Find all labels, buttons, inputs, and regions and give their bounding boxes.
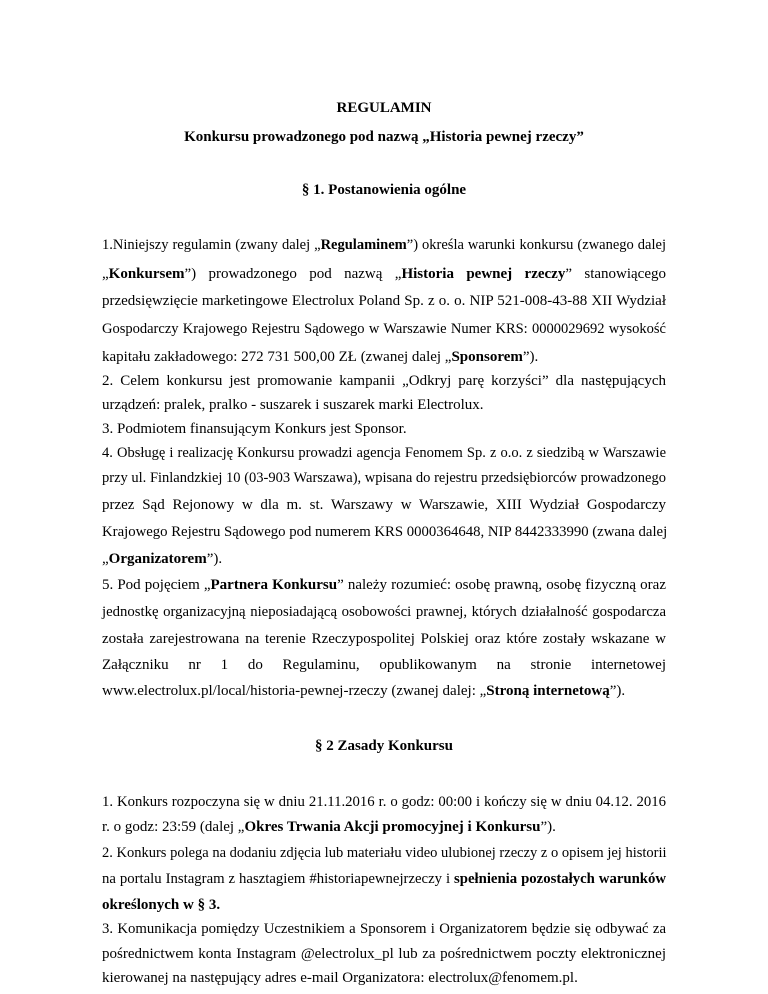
- paragraph-line: 1.Niniejszy regulamin (zwany dalej „Regulaminem”) określa warunki konkursu (zwanego dalej: [102, 237, 666, 253]
- paragraph-line: „Konkursem”) prowadzonego pod nazwą „Historia pewnej rzeczy” stanowiącego: [102, 266, 667, 282]
- paragraph-line: kapitału zakładowego: 272 731 500,00 ZŁ (zwanej dalej „Sponsorem”).: [102, 349, 539, 365]
- paragraph-line: Krajowego Rejestru Sądowego pod numerem KRS 0000364648, NIP 8442333990 (zwana dalej: [102, 524, 668, 540]
- paragraph-line: została zarejestrowana na terenie Rzeczypospolitej Polskiej oraz które zostały wskazane w: [102, 631, 666, 647]
- paragraph-line: Gospodarczy Krajowego Rejestru Sądowego w Warszawie Numer KRS: 0000029692 wysokość: [102, 321, 666, 337]
- defined-term: Stroną internetową: [486, 683, 610, 699]
- bold-phrase: spełnienia pozostałych warunków: [454, 871, 667, 887]
- defined-term: Organizatorem: [108, 551, 207, 567]
- paragraph-line: 1. Konkurs rozpoczyna się w dniu 21.11.2016 r. o godz: 00:00 i kończy się w dniu 04.12. 2016: [102, 794, 666, 810]
- paragraph-line: przez Sąd Rejonowy w dla m. st. Warszawy w Warszawie, XIII Wydział Gospodarczy: [102, 497, 666, 513]
- paragraph-line: [102, 896, 666, 914]
- defined-term: Regulaminem: [320, 237, 407, 253]
- section-2-heading: § 2 Zasady Konkursu: [315, 738, 453, 754]
- paragraph-line: 2. Celem konkursu jest promowanie kampanii „Odkryj parę korzyści” dla następujących: [102, 373, 666, 389]
- paragraph-line: 3. Podmiotem finansującym Konkurs jest Sponsor.: [102, 421, 407, 437]
- paragraph-line: „Organizatorem”).: [102, 551, 223, 567]
- paragraph-line: kierowanej na następujący adres e-mail Organizatora: electrolux@fenomem.pl.: [102, 970, 578, 986]
- section-1-heading: § 1. Postanowienia ogólne: [301, 182, 467, 198]
- paragraph-line: jednostkę organizacyjną nieposiadającą osobowości prawnej, których działalność gospodarcza: [102, 604, 666, 620]
- paragraph-line: 3. Komunikacja pomiędzy Uczestnikiem a Sponsorem i Organizatorem będzie się odbywać za: [102, 921, 666, 937]
- defined-term: Okres Trwania Akcji promocyjnej i Konkursu: [244, 819, 541, 835]
- bold-phrase: określonych w § 3.: [102, 897, 221, 913]
- paragraph-line: www.electrolux.pl/local/historia-pewnej-rzeczy (zwanej dalej: „Stroną internetową”).: [102, 683, 626, 699]
- paragraph-line: przedsięwzięcie marketingowe Electrolux Poland Sp. z o. o. NIP 521-008-43-88 XII Wydział: [102, 293, 666, 309]
- paragraph-line: Załączniku nr 1 do Regulaminu, opublikowanym na stronie internetowej: [102, 657, 666, 673]
- defined-term: Historia pewnej rzeczy: [401, 266, 566, 282]
- paragraph-line: 2. Konkurs polega na dodaniu zdjęcia lub materiału video ulubionej rzeczy z o opisem jej historii: [102, 845, 667, 861]
- paragraph-line: pośrednictwem konta Instagram @electrolux_pl lub za pośrednictwem poczty elektronicznej: [102, 946, 666, 962]
- paragraph-line: 4. Obsługę i realizację Konkursu prowadzi agencja Fenomem Sp. z o.o. z siedzibą w Warszawie: [102, 445, 666, 461]
- document-title: REGULAMIN: [336, 100, 432, 116]
- defined-term: Partnera Konkursu: [210, 577, 338, 593]
- paragraph-line: na portalu Instagram z hasztagiem #historiapewnejrzeczy i spełnienia pozostałych warunków: [102, 871, 667, 887]
- defined-term: Konkursem: [108, 266, 185, 282]
- paragraph-line: przy ul. Finlandzkiej 10 (03-903 Warszawa), wpisana do rejestru przedsiębiorców prowadzonego: [102, 470, 666, 486]
- paragraph-line: 5. Pod pojęciem „Partnera Konkursu” należy rozumieć: osobę prawną, osobę fizyczną oraz: [102, 577, 666, 593]
- paragraph-line: urządzeń: pralek, pralko - suszarek i suszarek marki Electrolux.: [102, 397, 484, 413]
- defined-term: Sponsorem: [451, 349, 523, 365]
- paragraph-line: r. o godz: 23:59 (dalej „Okres Trwania Akcji promocyjnej i Konkursu”).: [102, 819, 556, 835]
- document-subtitle: Konkursu prowadzonego pod nazwą „Historia pewnej rzeczy”: [184, 129, 584, 145]
